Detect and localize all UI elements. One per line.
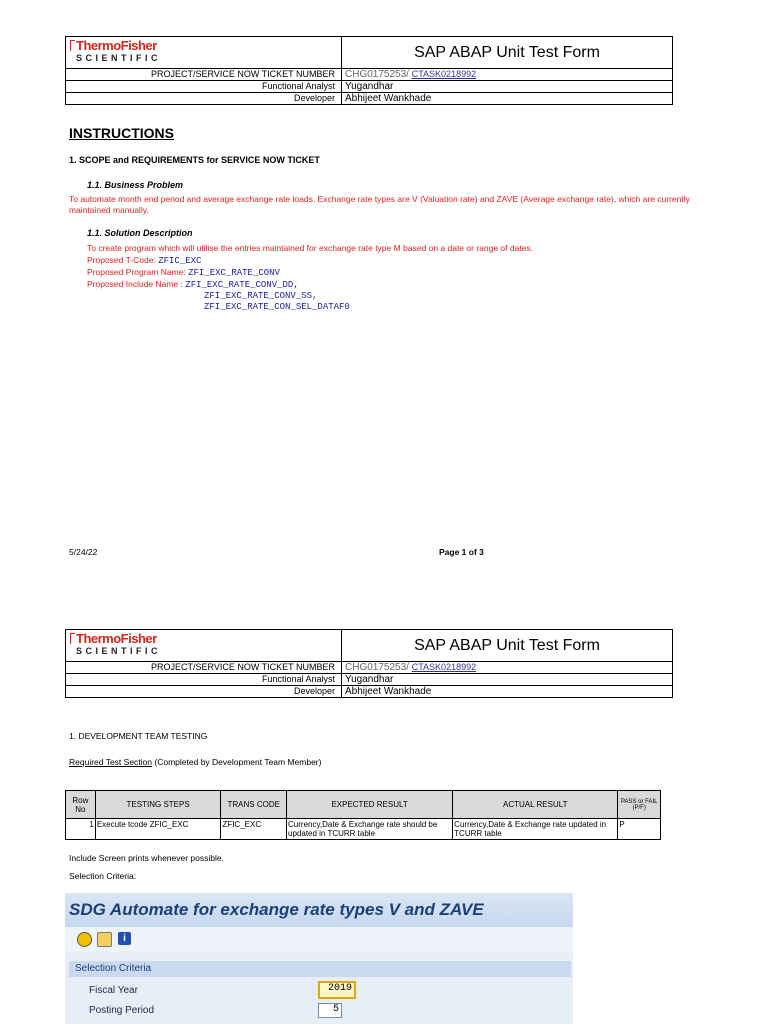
ticket-link[interactable]: CTASK0218992 [411,69,477,79]
fiscal-year-field[interactable]: 2019 [318,981,356,999]
sap-toolbar [65,927,573,953]
required-test-line [69,757,321,767]
selection-criteria-label: Selection Criteria: [69,871,137,881]
col-header-expected-result: EXPECTED RESULT [287,791,453,819]
fiscal-year-label: Fiscal Year [89,985,138,996]
tcode-line: Proposed T-Code: ZFIC_EXC [87,255,202,266]
solution-description-text: To create program which will utilise the entries maintained for exchange rate type M based on a date or range of dates. [87,243,534,253]
business-problem-heading: 1.1. Business Problem [87,180,184,190]
developer-value: Abhijeet Wankhade [342,93,673,105]
developer-label: Developer [66,93,342,105]
include-value-3: ZFI_EXC_RATE_CON_SEL_DATAF0 [204,302,350,312]
cell-expected-result: Currency,Date & Exchange rate should be updated in TCURR table [287,819,453,840]
col-header-row-no: Row No [66,791,96,819]
analyst-value: Yugandhar [342,81,673,93]
footer-page: Page 1 of 3 [439,547,484,557]
include-line: Proposed Include Name : ZFI_EXC_RATE_CONV_DD, [87,279,299,290]
footer-date: 5/24/22 [69,547,98,557]
ticket-link[interactable]: CTASK0218992 [411,662,477,672]
developer-label: Developer [66,686,342,698]
header-table-page1 [65,36,673,105]
ticket-value: CHG0175253/ CTASK0218992 [342,69,673,81]
cell-pass-fail: P [618,819,661,840]
cell-actual-result: Currency,Date & Exchange rate updated in TCURR table [453,819,618,840]
sap-section-title: Selection Criteria [75,963,152,974]
info-icon[interactable]: i [118,932,131,945]
sap-title-bar [65,893,573,927]
ticket-value: CHG0175253/ CTASK0218992 [342,662,673,674]
business-problem-text: To automate month end period and average exchange rate loads. Exchange rate types are V (Valuation rate) and ZAVE (Average exchange rate), which are currently maintained manually. [69,194,690,215]
col-header-trans-code: TRANS CODE [221,791,287,819]
variant-icon[interactable] [97,932,112,947]
analyst-label: Functional Analyst [66,674,342,686]
analyst-label: Functional Analyst [66,81,342,93]
col-header-testing-steps: TESTING STEPS [95,791,221,819]
solution-description-heading: 1.1. Solution Description [87,228,193,238]
form-title: SAP ABAP Unit Test Form [342,630,673,662]
sap-title: SDG Automate for exchange rate types V and ZAVE [69,900,484,919]
header-table-page2 [65,629,673,698]
logo-main-text: ThermoFisher [76,38,157,53]
cell-testing-step: Execute tcode ZFIC_EXC [95,819,221,840]
logo [66,630,342,662]
logo-sub-text: SCIENTIFIC [76,53,162,63]
col-header-pass-fail: PASS or FAIL (P/F) [618,791,661,819]
sap-selection-section [69,961,571,977]
testing-table [65,790,661,840]
ticket-label: PROJECT/SERVICE NOW TICKET NUMBER [66,662,342,674]
instructions-heading: INSTRUCTIONS [69,125,174,141]
posting-period-label: Posting Period [89,1005,155,1016]
execute-icon[interactable] [77,932,92,947]
form-title: SAP ABAP Unit Test Form [342,37,673,69]
logo-sub-text: SCIENTIFIC [76,646,162,656]
cell-row-no: 1 [66,819,96,840]
sap-screen [65,893,573,1024]
posting-period-field[interactable]: 5 [318,1003,342,1018]
cell-trans-code: ZFIC_EXC [221,819,287,840]
program-line: Proposed Program Name: ZFI_EXC_RATE_CONV [87,267,280,278]
logo [66,37,342,69]
analyst-value: Yugandhar [342,674,673,686]
section-1-heading: 1. SCOPE and REQUIREMENTS for SERVICE NOW TICKET [69,155,320,165]
logo-bracket-icon [70,633,75,644]
required-test-link: Required Test Section [69,757,153,767]
logo-main-text: ThermoFisher [76,631,157,646]
ticket-label: PROJECT/SERVICE NOW TICKET NUMBER [66,69,342,81]
table-row [66,819,661,840]
include-value-2: ZFI_EXC_RATE_CONV_SS, [204,291,318,301]
dev-team-testing-heading: 1. DEVELOPMENT TEAM TESTING [69,731,208,741]
developer-value: Abhijeet Wankhade [342,686,673,698]
col-header-actual-result: ACTUAL RESULT [453,791,618,819]
screen-prints-note: Include Screen prints whenever possible. [69,853,224,863]
logo-bracket-icon [70,40,75,51]
required-test-note: (Completed by Development Team Member) [154,757,322,767]
